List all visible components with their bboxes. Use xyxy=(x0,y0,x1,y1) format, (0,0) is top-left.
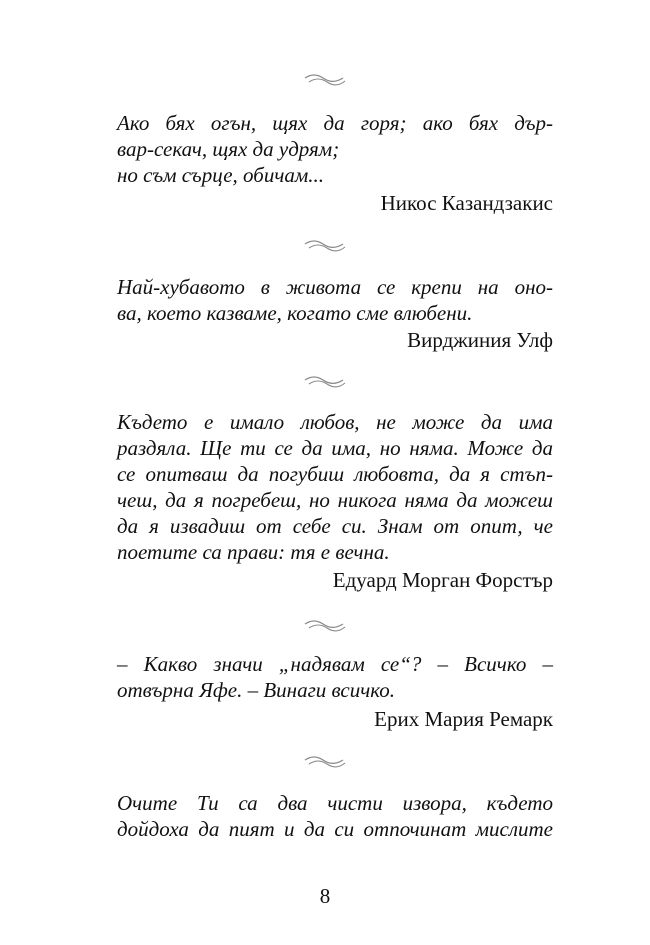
quote-3-line-1: Където е имало любов, не може да има xyxy=(117,410,553,434)
flourish-ornament-icon xyxy=(303,754,347,770)
flourish-ornament-icon xyxy=(303,238,347,254)
quote-1-line-2: вар-секач, щях да удрям; xyxy=(117,137,340,161)
quote-5-line-1: Очите Ти са два чисти извора, където xyxy=(117,791,553,815)
quote-4-line-1: – Какво значи „надявам се“? – Всичко – xyxy=(117,652,553,676)
quote-3-line-3: се опитваш да погубиш любовта, да я стъп- xyxy=(117,462,553,486)
flourish-ornament-icon xyxy=(303,374,347,390)
quote-2-line-2: ва, което казваме, когато сме влюбени. xyxy=(117,301,473,325)
quote-3-line-6: поетите са прави: тя е вечна. xyxy=(117,540,390,564)
quote-1-line-1: Ако бях огън, щях да горя; ако бях дър- xyxy=(117,111,553,135)
quote-3-line-5: да я извадиш от себе си. Знам от опит, че xyxy=(117,514,553,538)
quote-3-line-2: раздяла. Ще ти се да има, но няма. Може да xyxy=(117,436,553,460)
quote-2-author: Вирджиния Улф xyxy=(407,328,553,352)
quote-3-author: Едуард Морган Форстър xyxy=(332,568,553,592)
flourish-ornament-icon xyxy=(303,72,347,88)
quote-3-line-4: чеш, да я погребеш, но никога няма да можеш xyxy=(117,488,553,512)
quote-4-line-2: отвърна Яфе. – Винаги всичко. xyxy=(117,678,395,702)
quote-5-line-2: дойдоха да пият и да си отпочинат мислите xyxy=(117,817,553,841)
quote-2-line-1: Най-хубавото в живота се крепи на оно- xyxy=(117,275,553,299)
quote-1-line-3: но съм сърце, обичам... xyxy=(117,163,325,187)
flourish-ornament-icon xyxy=(303,618,347,634)
page-number: 8 xyxy=(319,884,331,908)
quote-1-author: Никос Казандзакис xyxy=(380,191,553,215)
quote-4-author: Ерих Мария Ремарк xyxy=(374,707,553,731)
